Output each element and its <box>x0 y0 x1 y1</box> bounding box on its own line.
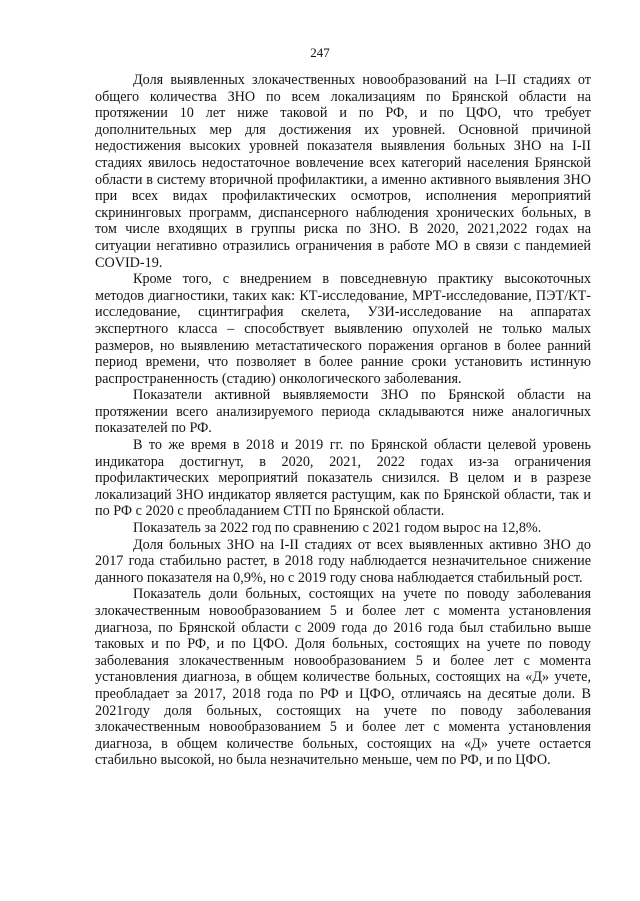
paragraph-active-detection: Показатели активной выявляемости ЗНО по Брянской области на протяжении всего анализируемого периода складываются ниже аналогичных показателей по РФ. <box>95 387 591 437</box>
paragraph-target-indicator: В то же время в 2018 и 2019 гг. по Брянской области целевой уровень индикатора достигнут, в 2020, 2021, 2022 годах из-за ограничения профилактических мероприятий показатель снизился. В целом и в разрезе локализаций ЗНО индикатор является растущим, как по Брянской области, так и по РФ с 2020 с преобладанием СТП по Брянской области. <box>95 437 591 520</box>
body-text <box>95 72 591 769</box>
paragraph-growth-2022: Показатель за 2022 год по сравнению с 2021 годом вырос на 12,8%. <box>133 520 542 537</box>
paragraph-stage-detection: Доля выявленных злокачественных новообразований на I–II стадиях от общего количества ЗНО по всем локализациям по Брянской области на протяжении 10 лет ниже таковой и по РФ, и по ЦФО, что требует дополнительных мер для достижения их уровней. Основной причиной недостижения высоких уровней показателя выявления больных ЗНО на I-II стадиях явилось недостаточное вовлечение всех категорий населения Брянской области в систему вторичной профилактики, а именно активного выявления ЗНО при всех видах профилактических осмотров, исполнения мероприятий скрининговых программ, диспансерного наблюдения хронических больных, в том числе входящих в группы риска по ЗНО. В 2020, 2021,2022 годах на ситуации негативно отразились ограничения в работе МО в связи с пандемией COVID-19. <box>95 72 591 271</box>
paragraph-diagnostic-methods: Кроме того, с внедрением в повседневную практику высокоточных методов диагностики, таких как: КТ-исследование, МРТ-исследование, ПЭТ/КТ-исследование, сцинтиграфия скелета, УЗИ-исследование на аппаратах экспертного класса – способствует выявлению опухолей не только малых размеров, но выявлению метастатического поражения органов в более ранний период времени, что позволяет в более ранние сроки установить истинную распространенность (стадию) онкологического заболевания. <box>95 271 591 387</box>
paragraph-five-year-survival: Показатель доли больных, состоящих на учете по поводу заболевания злокачественным новообразованием 5 и более лет с момента установления диагноза, по Брянской области с 2009 года до 2016 года был стабильно выше таковых и по РФ, и по ЦФО. Доля больных, состоящих на учете по поводу заболевания злокачественным новообразованием 5 и более лет с момента установления диагноза, в общем количестве больных, состоящих на «Д» учете, преобладает за 2017, 2018 года по РФ и ЦФО, отличаясь на десятые доли. В 2021году доля больных, состоящих на учете по поводу заболевания злокачественным новообразованием 5 и более лет с момента установления диагноза, в общем количестве больных, состоящих на «Д» учете остается стабильно высокой, но была незначительно меньше, чем по РФ, и по ЦФО. <box>95 586 591 769</box>
page-number: 247 <box>310 45 330 60</box>
paragraph-early-stage-share: Доля больных ЗНО на I-II стадиях от всех выявленных активно ЗНО до 2017 года стабильно растет, в 2018 году наблюдается незначительное снижение данного показателя на 0,9%, но с 2019 году снова наблюдается стабильный рост. <box>95 536 591 586</box>
